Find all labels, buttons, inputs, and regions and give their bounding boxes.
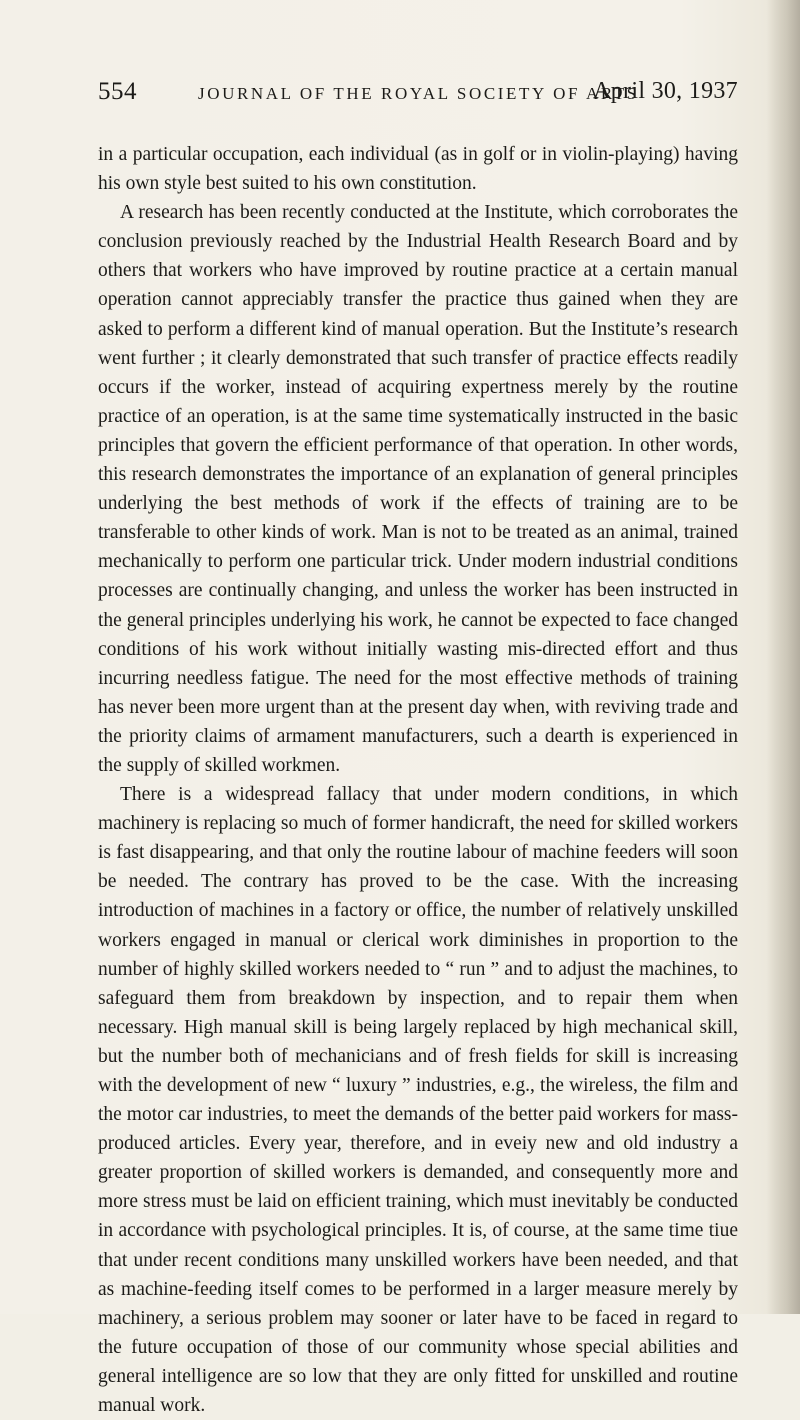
page-number: 554: [98, 78, 137, 105]
paragraph-research: A research has been recently conducted at the Institute, which corroborates the conclusion previously reached by the Industrial Health Research Board and by others that workers who have improved by routine practice at a certain manual operation cannot appreciably transfer the practice thus gained when they are asked to perform a different kind of manual operation. But the Institute’s research went further ; it clearly demonstrated that such transfer of practice effects readily occurs if the worker, instead of acquiring expertness merely by the routine practice of an operation, is at the same time systematically instructed in the basic principles that govern the efficient performance of that operation. In other words, this research demonstrates the importance of an explanation of general principles underlying the best methods of work if the effects of training are to be transferable to other kinds of work. Man is not to be treated as an animal, trained mechanically to perform one particular trick. Under modern industrial conditions processes are continually changing, and unless the worker has been instructed in the general principles underlying his work, he cannot be expected to face changed conditions of his work without initially wasting mis-directed effort and thus incurring needless fatigue. The need for the most effective methods of training has never been more urgent than at the present day when, with reviving trade and the priority claims of armament manufacturers, such a dearth is experienced in the supply of skilled workmen.: [98, 202, 738, 776]
article-body: [98, 140, 738, 1420]
running-header: [98, 78, 738, 110]
page-edge-shadow: [766, 0, 800, 1314]
paragraph-fallacy: There is a widespread fallacy that under modern conditions, in which machinery is replacing so much of former handicraft, the need for skilled workers is fast disappearing, and that only the routine labour of machine feeders will soon be needed. The contrary has proved to be the case. With the increasing introduction of machines in a factory or office, the number of relatively unskilled workers engaged in manual or clerical work diminishes in proportion to the number of highly skilled workers needed to “ run ” and to adjust the machines, to safeguard them from breakdown by inspection, and to repair them when necessary. High manual skill is being largely replaced by high mechanical skill, but the number both of mechanicians and of fresh fields for skill is increasing with the development of new “ luxury ” industries, e.g., the wireless, the film and the motor car industries, to meet the demands of the better paid workers for mass-produced articles. Every year, therefore, and in eveiy new and old industry a greater proportion of skilled workers is demanded, and consequently more and more stress must be laid on efficient training, which must inevitably be conducted in accordance with psychological principles. It is, of course, at the same time tiue that under recent conditions many unskilled workers have been needed, and that as machine-feeding itself comes to be performed in a larger measure merely by machinery, a serious problem may sooner or later have to be faced in regard to the future occupation of those of our community whose special abilities and general intelligence are so low that they are only fitted for unskilled and routine manual work.: [98, 784, 738, 1417]
paragraph-continuation: in a particular occupation, each individual (as in golf or in violin-playing) having his own style best suited to his own constitution.: [98, 144, 738, 195]
journal-title: JOURNAL OF THE ROYAL SOCIETY OF ARTS: [198, 84, 639, 103]
issue-date: April 30, 1937: [593, 78, 738, 104]
